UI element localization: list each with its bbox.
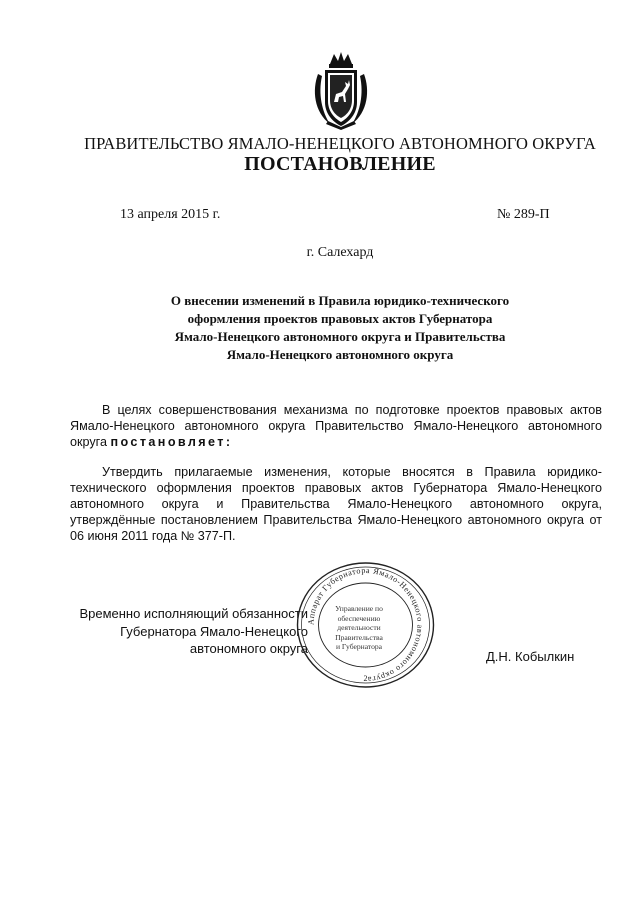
stamp-inner-line: деятельности xyxy=(337,623,381,633)
signer-position-line: автономного округа xyxy=(189,641,308,656)
stamp-inner-line: обеспечению xyxy=(337,613,381,623)
signer-name: Д.Н. Кобылкин xyxy=(486,649,575,664)
org-name: ПРАВИТЕЛЬСТВО ЯМАЛО-НЕНЕЦКОГО АВТОНОМНОГО ОКРУГА xyxy=(84,134,596,153)
resolution-keyword: постановляет: xyxy=(110,435,233,449)
coat-of-arms-icon xyxy=(308,50,374,132)
doc-type-heading: ПОСТАНОВЛЕНИЕ xyxy=(244,153,436,175)
doc-title-line: Ямало-Ненецкого автономного округа xyxy=(226,347,454,362)
stamp-inner-line: Правительства xyxy=(335,632,383,642)
doc-title-line: О внесении изменений в Правила юридико-технического xyxy=(170,293,510,308)
doc-number: № 289-П xyxy=(497,207,550,222)
signer-position xyxy=(60,605,308,658)
doc-title-line: Ямало-Ненецкого автономного округа и Правительства xyxy=(174,329,506,344)
stamp-inner-line: и Губернатора xyxy=(335,642,383,652)
signer-position-line: Губернатора Ямало-Ненецкого xyxy=(120,623,308,639)
stamp-ring-text: Аппарат Губернатора Ямало-Ненецкого автономного округа xyxy=(306,565,425,684)
doc-title-line: оформления проектов правовых актов Губернатора xyxy=(187,311,493,326)
doc-date: 13 апреля 2015 г. xyxy=(120,207,221,222)
body-paragraph-1 xyxy=(70,402,602,450)
stamp-number: 2 xyxy=(363,674,368,683)
stamp-inner-text xyxy=(318,604,400,652)
stamp-inner-line: Управление по xyxy=(335,604,383,613)
doc-title xyxy=(110,292,570,364)
signer-position-line: Временно исполняющий обязанности xyxy=(79,606,308,621)
doc-city: г. Салехард xyxy=(306,245,374,260)
body-paragraph-2: Утвердить прилагаемые изменения, которые вносятся в Правила юридико-технического оформления проектов правовых актов Губернатора Ямало-Ненецкого автономного округа и Правительства Ямало-Ненецкого автономного округа, утверждённые постановлением Правительства Ямало-Ненецкого автономного округа от 06 июня 2011 года № 377-П. xyxy=(70,465,602,543)
paragraph-text: В целях совершенствования механизма по подготовке проектов правовых актов Ямало-Ненецкого автономного округа Правительство Ямало-Ненецкого автономного округа xyxy=(70,403,602,449)
